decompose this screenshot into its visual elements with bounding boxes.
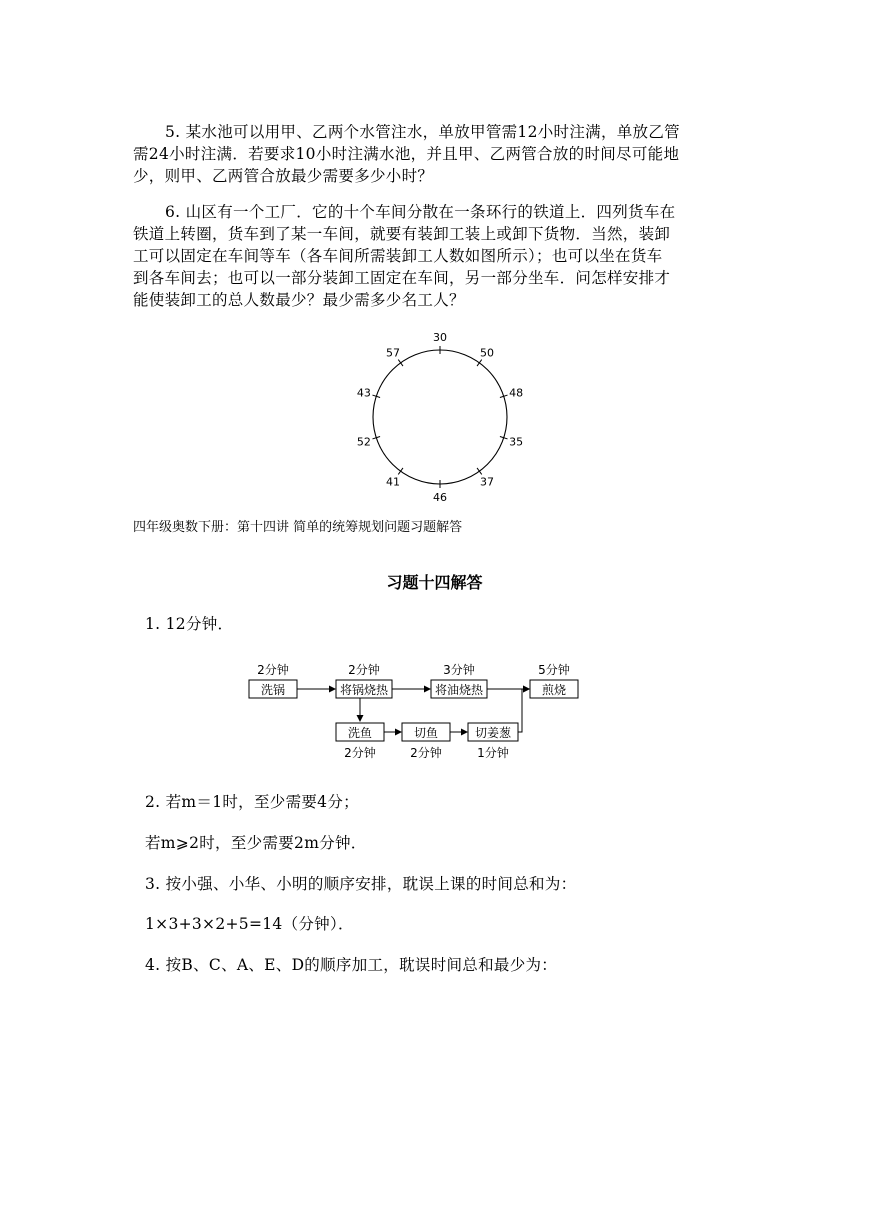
station-label: 50 [480,346,495,360]
station-label: 37 [480,475,495,489]
answer-2-line-2: 若m⩾2时，至少需要2m分钟． [145,834,367,852]
answer-2-line-1: 2. 若m＝1时，至少需要4分； [145,793,359,811]
answers-title: 习题十四解答 [386,573,483,592]
problem-5-line: 少，则甲、乙两管合放最少需要多少小时？ [133,167,434,185]
circle-railway-diagram [340,330,540,505]
time-label: 1分钟 [477,746,509,760]
problem-5-line: 5. 某水池可以用甲、乙两个水管注水，单放甲管需12小时注满，单放乙管 [165,123,680,141]
station-tick [398,468,403,474]
problem-6 [133,201,743,311]
answer-3-line-2: 1×3+3×2+5=14（分钟）． [145,915,354,933]
flow-arrow [518,689,529,732]
problem-6-line: 6. 山区有一个工厂．它的十个车间分散在一条环行的铁道上．四列货车在 [165,203,676,221]
task-label: 洗锅 [260,683,286,697]
answer-3-line-1: 3. 按小强、小华、小明的顺序安排，耽误上课的时间总和为： [145,875,577,893]
station-label: 57 [385,346,400,360]
station-label: 46 [433,491,447,504]
time-label: 2分钟 [257,663,289,677]
problem-6-line: 铁道上转圈，货车到了某一车间，就要有装卸工装上或卸下货物．当然，装卸 [133,225,671,243]
station-tick [477,360,482,366]
time-label: 2分钟 [348,663,380,677]
task-label: 将油烧热 [434,683,484,697]
problem-6-line: 到各车间去；也可以一部分装卸工固定在车间，另一部分坐车．问怎样安排才 [133,269,671,287]
problem-5-line: 需24小时注满．若要求10小时注满水池，并且甲、乙两管合放的时间尽可能地 [133,145,680,163]
time-label: 2分钟 [344,746,376,760]
answer-1: 1. 12分钟． [145,615,234,633]
task-label: 将锅烧热 [339,683,389,697]
station-label: 43 [356,386,371,400]
station-label: 35 [509,435,524,449]
task-label: 煎烧 [541,683,567,697]
problem-5 [133,121,743,187]
station-label: 41 [385,475,400,489]
task-label: 洗鱼 [347,726,373,740]
station-label: 52 [356,435,371,449]
railway-circle [373,350,507,484]
task-label: 切姜葱 [474,726,512,740]
task-label: 切鱼 [413,726,439,740]
station-label: 48 [509,386,524,400]
problem-6-line: 能使装卸工的总人数最少？最少需多少名工人？ [133,291,465,309]
station-tick [398,360,403,366]
answer-4: 4. 按B、C、A、E、D的顺序加工，耽误时间总和最少为： [145,956,558,974]
document-caption: 四年级奥数下册：第十四讲 简单的统筹规划问题习题解答 [133,520,463,535]
problem-6-line: 工可以固定在车间等车（各车间所需装卸工人数如图所示）；也可以坐在货车 [133,247,663,265]
station-tick [477,468,482,474]
time-label: 2分钟 [410,746,442,760]
cooking-flowchart [240,658,590,768]
station-label: 30 [433,331,447,344]
time-label: 5分钟 [538,663,570,677]
time-label: 3分钟 [443,663,475,677]
